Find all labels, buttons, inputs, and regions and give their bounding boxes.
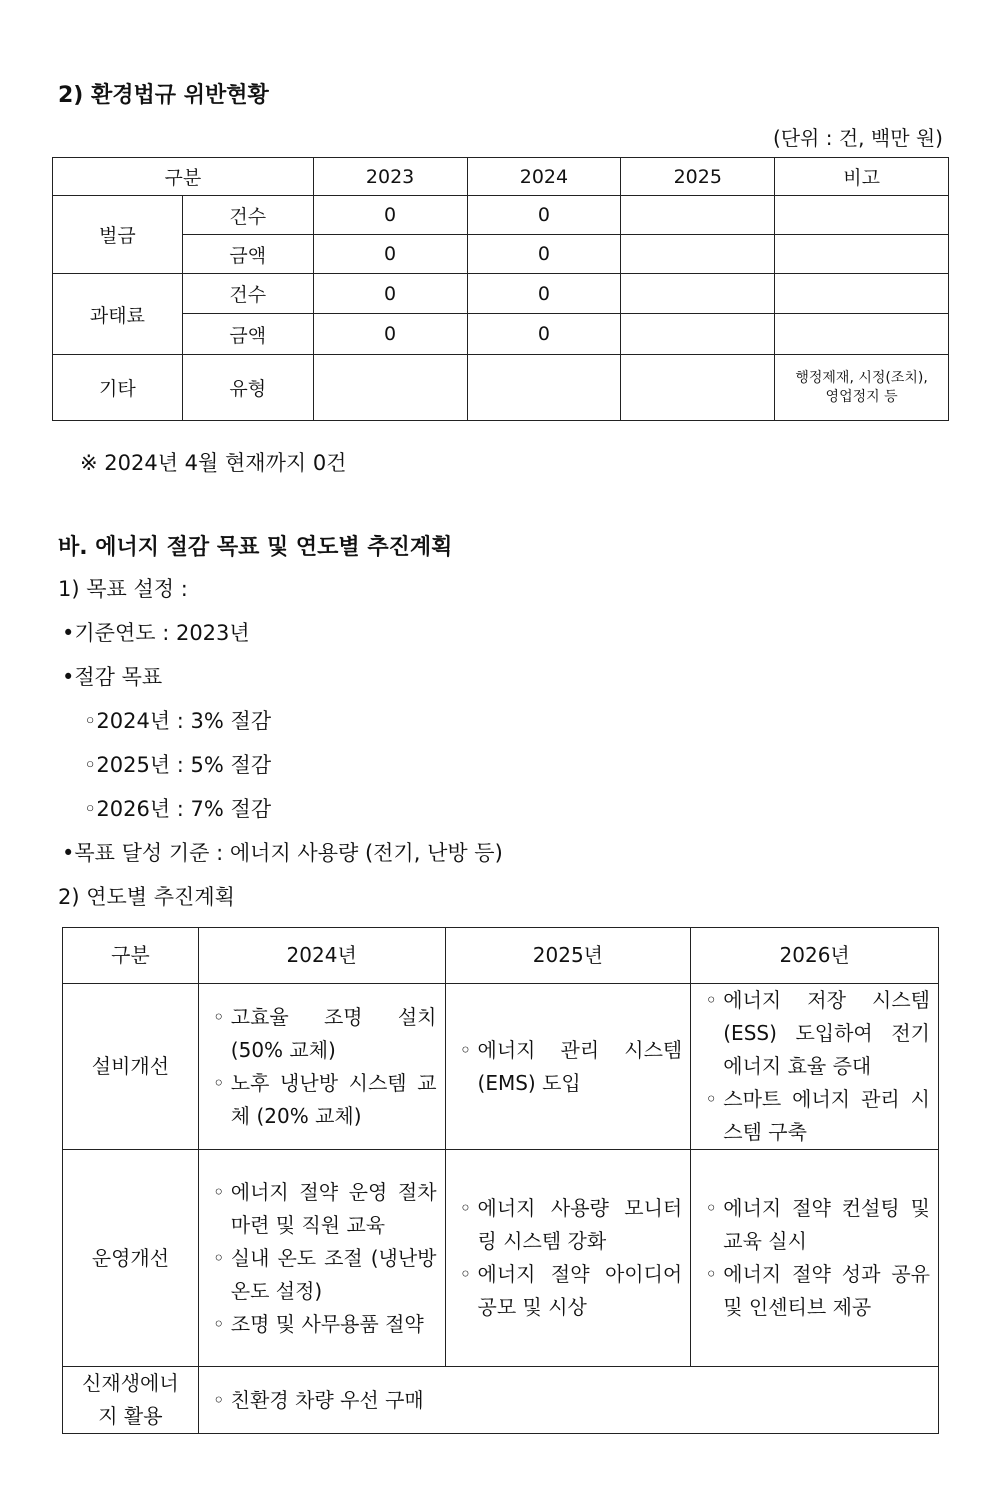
table-row — [53, 355, 949, 421]
table-row — [53, 274, 949, 314]
note-cell — [775, 196, 949, 235]
category-cell: 운영개선 — [63, 1150, 199, 1367]
category-cell — [63, 1367, 199, 1434]
circle-bullet-icon: ◦ — [705, 1196, 718, 1220]
header-cell: 2024년 — [198, 928, 445, 984]
goal-item — [84, 793, 271, 823]
row-label: 건수 — [182, 196, 313, 235]
group-label: 과태료 — [53, 274, 183, 355]
group-label: 벌금 — [53, 196, 183, 274]
value-cell — [313, 355, 467, 421]
list-item — [213, 1308, 437, 1341]
list-item — [705, 1192, 930, 1258]
plan-cell-2024 — [198, 1150, 445, 1367]
header-cell: 구분 — [63, 928, 199, 984]
list-item — [213, 1242, 437, 1308]
circle-bullet-icon: ◦ — [212, 1387, 225, 1412]
item-text: 스마트 에너지 관리 시스템 구축 — [723, 1087, 930, 1144]
item-text: 고효율 조명 설치 (50% 교체) — [230, 1004, 437, 1062]
value-cell — [621, 196, 775, 235]
subheading-plan: 2) 연도별 추진계획 — [58, 885, 235, 909]
row-label: 유형 — [182, 355, 313, 421]
list-item — [460, 1034, 683, 1100]
value-cell: 0 — [467, 274, 621, 314]
goal-item — [84, 749, 271, 779]
circle-bullet-icon: ◦ — [212, 1070, 225, 1095]
list-item — [213, 1001, 437, 1067]
header-cell: 2026년 — [691, 928, 939, 984]
header-cell: 2023 — [313, 158, 467, 196]
item-text: 친환경 차량 우선 구매 — [230, 1387, 424, 1412]
unit-label: (단위 : 건, 백만 원) — [772, 126, 943, 150]
table-header-row — [53, 158, 949, 196]
value-cell — [467, 355, 621, 421]
item-text: 노후 냉난방 시스템 교체 (20% 교체) — [230, 1070, 437, 1128]
list-item — [213, 1384, 930, 1417]
group-label: 기타 — [53, 355, 183, 421]
header-cell: 비고 — [775, 158, 949, 196]
circle-bullet-icon: ◦ — [705, 1262, 718, 1286]
item-text: 에너지 절약 운영 절차 마련 및 직원 교육 — [230, 1179, 437, 1237]
header-cell: 2024 — [467, 158, 621, 196]
plan-cell-2026 — [691, 1150, 939, 1367]
bullet-icon: • — [62, 665, 75, 689]
item-text: 실내 온도 조절 (냉난방 온도 설정) — [230, 1245, 437, 1303]
plan-cell-2025 — [445, 984, 691, 1150]
goal-label: 절감 목표 — [74, 665, 163, 689]
note-cell — [775, 274, 949, 314]
item-text: 에너지 저장 시스템 (ESS) 도입하여 전기 에너지 효율 증대 — [723, 988, 930, 1078]
item-text: 조명 및 사무용품 절약 — [230, 1311, 424, 1336]
value-cell — [621, 355, 775, 421]
header-cell: 2025 — [621, 158, 775, 196]
item-text: 에너지 절약 아이디어 공모 및 시상 — [477, 1262, 683, 1319]
item-text: 에너지 사용량 모니터링 시스템 강화 — [477, 1196, 683, 1253]
value-cell: 0 — [313, 314, 467, 355]
row-label: 금액 — [182, 314, 313, 355]
goal-item — [84, 705, 271, 735]
list-item — [460, 1258, 683, 1324]
value-cell: 0 — [467, 196, 621, 235]
bullet-base-year — [62, 617, 250, 647]
criteria-text: 목표 달성 기준 : 에너지 사용량 (전기, 난방 등) — [74, 841, 503, 865]
list-item — [705, 984, 930, 1083]
table-row — [53, 235, 949, 274]
item-text: 에너지 관리 시스템 (EMS) 도입 — [477, 1037, 683, 1095]
list-item — [213, 1176, 437, 1242]
plan-table — [62, 927, 939, 1434]
table-row — [53, 196, 949, 235]
plan-cell-all-years — [198, 1367, 938, 1434]
circle-bullet-icon: ◦ — [212, 1179, 225, 1204]
value-cell: 0 — [313, 235, 467, 274]
table-row — [63, 1367, 939, 1434]
circle-bullet-icon: ◦ — [459, 1037, 472, 1062]
circle-bullet-icon: ◦ — [705, 988, 718, 1012]
item-text: 에너지 절약 성과 공유 및 인센티브 제공 — [723, 1262, 930, 1319]
footnote: ※ 2024년 4월 현재까지 0건 — [80, 451, 347, 475]
section-title-env-violations: 2) 환경법규 위반현황 — [58, 83, 269, 108]
plan-cell-2025 — [445, 1150, 691, 1367]
table-row — [53, 314, 949, 355]
plan-cell-2026 — [691, 984, 939, 1150]
goal-text: 2024년 : 3% 절감 — [96, 709, 272, 733]
circle-bullet-icon: ◦ — [212, 1245, 225, 1270]
value-cell — [621, 235, 775, 274]
note-cell — [775, 235, 949, 274]
note-cell — [775, 314, 949, 355]
base-year-text: 기준연도 : 2023년 — [74, 621, 250, 645]
circle-bullet-icon: ◦ — [212, 1004, 225, 1029]
circle-bullet-icon: ◦ — [459, 1196, 472, 1220]
section-title-energy-plan: 바. 에너지 절감 목표 및 연도별 추진계획 — [58, 535, 453, 560]
note-cell — [775, 355, 949, 421]
bullet-criteria — [62, 837, 503, 867]
circle-bullet-icon: ◦ — [212, 1311, 225, 1336]
table-header-row — [63, 928, 939, 984]
bullet-icon: • — [62, 621, 75, 645]
list-item — [460, 1192, 683, 1258]
table-row — [63, 1150, 939, 1367]
header-cell: 구분 — [53, 158, 314, 196]
subheading-goal: 1) 목표 설정 : — [58, 577, 188, 601]
list-item — [705, 1083, 930, 1149]
circle-bullet-icon: ◦ — [84, 709, 97, 733]
circle-bullet-icon: ◦ — [84, 797, 97, 821]
category-line: 지 활용 — [98, 1404, 163, 1428]
bullet-goal — [62, 661, 162, 691]
row-label: 금액 — [182, 235, 313, 274]
header-cell: 2025년 — [445, 928, 691, 984]
violations-table — [52, 157, 949, 421]
note-line: 영업정지 등 — [825, 388, 898, 405]
item-text: 에너지 절약 컨설팅 및 교육 실시 — [723, 1196, 930, 1253]
list-item — [705, 1258, 930, 1324]
value-cell: 0 — [313, 274, 467, 314]
value-cell: 0 — [467, 235, 621, 274]
list-item — [213, 1067, 437, 1133]
goal-text: 2026년 : 7% 절감 — [96, 797, 272, 821]
table-row — [63, 984, 939, 1150]
value-cell — [621, 314, 775, 355]
category-cell: 설비개선 — [63, 984, 199, 1150]
circle-bullet-icon: ◦ — [459, 1262, 472, 1286]
goal-text: 2025년 : 5% 절감 — [96, 753, 272, 777]
circle-bullet-icon: ◦ — [705, 1087, 718, 1111]
note-line: 행정제재, 시정(조치), — [795, 369, 928, 386]
category-line: 신재생에너 — [82, 1371, 179, 1395]
circle-bullet-icon: ◦ — [84, 753, 97, 777]
value-cell: 0 — [467, 314, 621, 355]
value-cell: 0 — [313, 196, 467, 235]
plan-cell-2024 — [198, 984, 445, 1150]
value-cell — [621, 274, 775, 314]
row-label: 건수 — [182, 274, 313, 314]
bullet-icon: • — [62, 841, 75, 865]
